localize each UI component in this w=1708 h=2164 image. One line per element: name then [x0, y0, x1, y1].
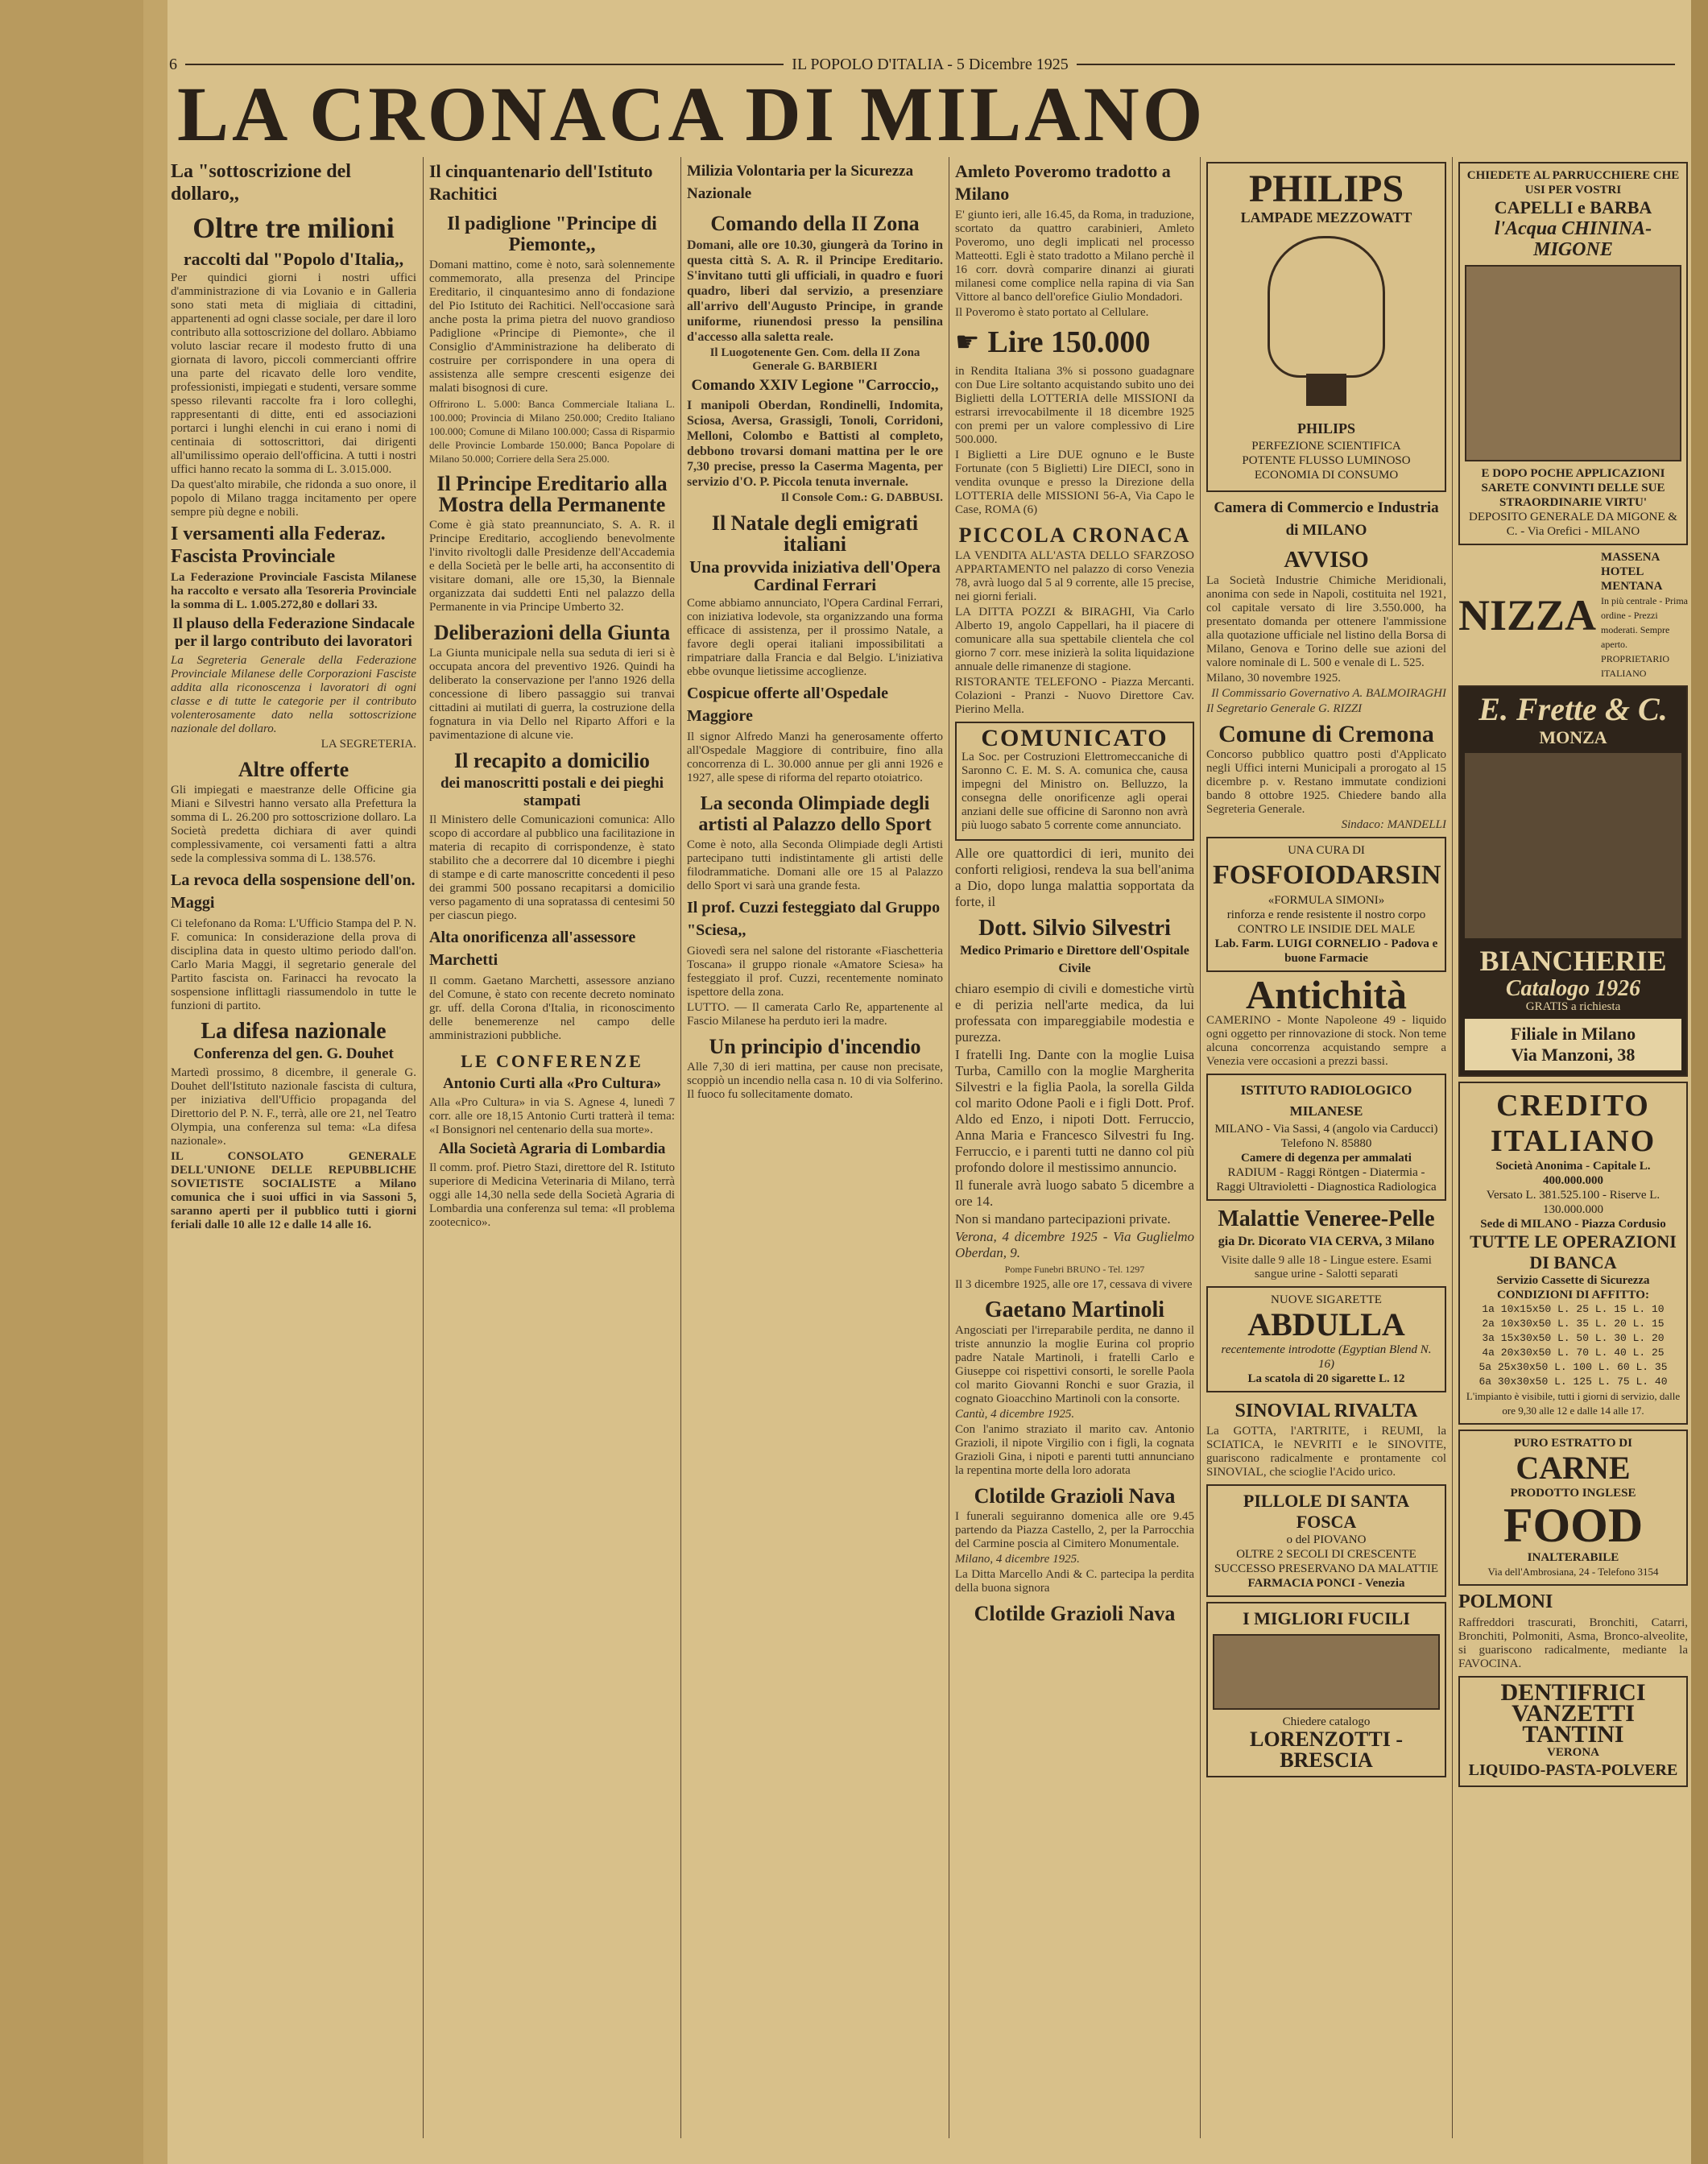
article-headline: Un principio d'incendio: [709, 1035, 921, 1058]
lottery-ad-body: in Rendita Italiana 3% si possono guadagnare con Due Lire soltanto acquistando subito uno dei Biglietti della LOTTERIA delle MISSIONI da estrarsi irrevocabilmente il 18 dicembre 1925 con premi per un valore complessivo di Lire 500.000.: [955, 365, 1194, 446]
sinovial-body: La GOTTA, l'ARTRITE, i REUMI, la SCIATICA, le NEVRITI e le SINOVITE, guariscono radicalmente e prontamente col SINOVIAL, che scioglie l'Acido urico.: [1206, 1425, 1446, 1479]
lightbulb-icon: [1268, 236, 1385, 378]
page-number: 6: [169, 55, 177, 73]
obituary-name: Dott. Silvio Silvestri: [978, 916, 1171, 941]
article-body: Martedì prossimo, 8 dicembre, il generale G. Douhet dell'Istituto nazionale fascista di cultura, per iniziativa dell'Ufficio propaganda del Direttorio del P. N. F., terrà, alle ore 21, nel Teatro Olympia, una conferenza sul tema: «La difesa nazionale».: [171, 1066, 416, 1148]
column-rule: [423, 157, 424, 2138]
article-headline: Il prof. Cuzzi festeggiato dal Gruppo "Sciesa,,: [687, 899, 941, 939]
philips-line: PERFEZIONE SCIENTIFICA: [1251, 440, 1401, 453]
philips-line: ECONOMIA DI CONSUMO: [1254, 469, 1399, 482]
lottery-ad-header: [955, 325, 1194, 360]
philips-ad: [1206, 162, 1446, 492]
carne-title: CARNE: [1516, 1450, 1631, 1486]
subheadline: raccolti dal "Popolo d'Italia,,: [183, 249, 404, 269]
article-body: RISTORANTE TELEFONO - Piazza Mercanti. Colazioni - Pranzi - Nuovo Direttore Cav. Pierino Mella.: [955, 676, 1194, 716]
obituary-body: chiaro esempio di civili e domestiche virtù e di perizia nell'arte medica, da lui professata con impareggiabile modestia e purezza.: [955, 981, 1194, 1045]
obituary-body: Con l'animo straziato il marito cav. Antonio Grazioli, il nipote Virgilio con i figli, la cognata Grazioli Gina, i nipoti e parenti tutti annunciano la repentina morte della loro adorata: [955, 1423, 1194, 1477]
folio-rule: [1077, 64, 1675, 65]
nizza-ad: [1458, 550, 1688, 681]
frette-illustration: [1465, 753, 1681, 938]
nizza-hotel: MASSENA HOTEL MENTANA: [1601, 551, 1663, 593]
fucili-brand: LORENZOTTI - BRESCIA: [1250, 1727, 1403, 1772]
obituary-role: Medico Primario e Direttore dell'Ospitale Civile: [960, 944, 1189, 975]
abdulla-sub: recentemente introdotte (Egyptian Blend N. 16): [1221, 1343, 1432, 1371]
cremona-signature: Sindaco: MANDELLI: [1341, 818, 1446, 831]
article-headline: Altre offerte: [238, 758, 349, 781]
article-headline: Il Principe Ereditario alla Mostra della Permanente: [436, 472, 668, 516]
polmoni-title: POLMONI: [1458, 1591, 1553, 1612]
column-1: [171, 157, 416, 2138]
fucili-title: I MIGLIORI FUCILI: [1243, 1608, 1410, 1628]
barber-illustration: [1465, 265, 1681, 461]
article-headline: Cospicue offerte all'Ospedale Maggiore: [687, 685, 888, 725]
article-body: LUTTO. — Il camerata Carlo Re, appartenente al Fascio Milanese ha perduto ieri la madre.: [687, 1001, 943, 1028]
obituary-place: Verona, 4 dicembre 1925 - Via Guglielmo Oberdan, 9.: [955, 1229, 1194, 1260]
obituary-place: Cantù, 4 dicembre 1925.: [955, 1408, 1075, 1421]
article-body: Il signor Alfredo Manzi ha generosamente offerto all'Ospedale Maggiore di contribuire, fino alla concorrenza di L. 30.000 annue per gli anni 1926 e 1927, alle spese di riforma del reparto otoiatrico.: [687, 730, 943, 784]
rifle-illustration: [1213, 1634, 1440, 1710]
avviso-signature: Il Segretario Generale G. RIZZI: [1206, 702, 1363, 715]
camera-commercio-title: Camera di Commercio e Industria di MILANO: [1214, 499, 1439, 539]
obituary-body: I fratelli Ing. Dante con la moglie Luisa Turba, Camillo con la moglie Margherita Silvestri e la figlia Paola, la sorella Gilda col marito Odone Paoli e i figli Dott. Prof. Aldo ed Enzo, i nipoti Dott. Ferruccio, Anna Maria e Francesco Silvestri fu Ing. Ferruccio, e i parenti tutti ne danno col più profondo dolore il mestissimo annuncio.: [955, 1047, 1194, 1175]
credito-row: 1a 10x15x50 L. 25 L. 15 L. 10: [1482, 1303, 1665, 1315]
column-rule: [680, 157, 681, 2138]
food-title: FOOD: [1503, 1499, 1644, 1552]
article-headline: Alta onorificenza all'assessore Marchetti: [429, 929, 636, 969]
frette-filiale-addr: Via Manzoni, 38: [1511, 1045, 1636, 1065]
istituto-ad: [1206, 1074, 1446, 1201]
article-body: Da quest'alto mirabile, che ridonda a suo onore, il popolo di Milano tragga incitamento per opere sempre più degne e nobili.: [171, 478, 416, 519]
article-headline: La revoca della sospensione dell'on. Maggi: [171, 871, 416, 912]
carne-pre: PURO ESTRATTO DI: [1514, 1437, 1632, 1450]
credito-tutte: TUTTE LE OPERAZIONI DI BANCA: [1470, 1231, 1677, 1272]
article-body: LA VENDITA ALL'ASTA DELLO SFARZOSO APPARTAMENTO nel palazzo di corso Venezia 78, avrà luogo dal 5 al 9 corrente, alle 15 precise, nei giorni feriali.: [955, 549, 1194, 603]
funeral-service: Pompe Funebri BRUNO - Tel. 1297: [1004, 1264, 1145, 1275]
folio-title: IL POPOLO D'ITALIA - 5 Dicembre 1925: [792, 55, 1069, 73]
credito-condizioni: CONDIZIONI DI AFFITTO:: [1497, 1289, 1649, 1301]
pillole-sub: o del PIOVANO: [1286, 1533, 1367, 1546]
page-edge: [143, 0, 167, 2164]
obituary-name: Gaetano Martinoli: [984, 1297, 1165, 1322]
column-5-ads: [1206, 157, 1446, 2138]
philips-line: POTENTE FLUSSO LUMINOSO: [1242, 454, 1411, 467]
article-body: La Federazione Provinciale Fascista Milanese ha raccolto e versato alla Tesoreria Provinciale la somma di L. 1.005.272,80 e dollari 33.: [171, 571, 416, 611]
article-body: Domani, alle ore 10.30, giungerà da Torino in questa città S. A. R. il Principe Ereditario. S'invitano tutti gli ufficiali, in quadro e fuori quadro, liberi dal servizio, a presenziare all'arrivo dell'Augusto Principe, in grande uniforme, riunendosi presso la pensilina d'accesso alla saletta reale.: [687, 238, 943, 344]
section-masthead: LA CRONACA DI MILANO: [177, 71, 1206, 157]
fosfoiodarsin-ad: [1206, 837, 1446, 972]
subheadline: Antonio Curti alla «Pro Cultura»: [443, 1075, 661, 1092]
obituary-name: Clotilde Grazioli Nava: [974, 1484, 1176, 1508]
fosfo-lab: Lab. Farm. LUIGI CORNELIO - Padova e buone Farmacie: [1214, 937, 1438, 965]
article-body: Il comm. prof. Pietro Stazi, direttore del R. Istituto superiore di Medicina Veterinaria di Milano, terrà oggi alle 14,30 nella sede della Società Agraria di Lombardia una conferenza sul tema: «Il problema zootecnico».: [429, 1161, 675, 1229]
article-headline: Comando XXIV Legione "Carroccio,,: [691, 377, 939, 394]
carne-sub: PRODOTTO INGLESE: [1510, 1487, 1636, 1500]
obituary-body: Il funerale avrà luogo sabato 5 dicembre a ore 14.: [955, 1177, 1194, 1209]
philips-title: PHILIPS: [1248, 168, 1404, 210]
fosfo-body: rinforza e rende resistente il nostro corpo CONTRO LE INSIDIE DEL MALE: [1226, 908, 1426, 936]
fosfo-pre: UNA CURA DI: [1288, 844, 1365, 857]
article-body: Come abbiamo annunciato, l'Opera Cardinal Ferrari, con iniziativa lodevole, sta organizzando una forma efficace di assistenza, per il prossimo Natale, a favore degli operai italiani impossibilitati a rimpatriare dalla Francia e dal Belgio. L'iniziativa ebbe ovunque lietissime accoglienze.: [687, 597, 943, 678]
notice-box: [955, 722, 1194, 841]
credito-title: CREDITO ITALIANO: [1490, 1089, 1656, 1158]
frette-catalog: Catalogo 1926: [1505, 976, 1641, 1001]
dent-city: VERONA: [1546, 1746, 1599, 1759]
article-headline: I versamenti alla Federaz. Fascista Provinciale: [171, 523, 386, 567]
article-body: Il Poveromo è stato portato al Cellulare.: [955, 306, 1149, 319]
article-body: I manipoli Oberdan, Rondinelli, Indomita, Sciosa, Aversa, Grassigli, Tonoli, Corridoni, Melloni, Colombo e Battisti al completo, debbono trovarsi domani mattina per le ore 7,30 precise, presso la Caserma Magenta, per servizio d'O. P. Piccola tenuta invernale.: [687, 399, 943, 489]
kicker: Il cinquantenario dell'Istituto Rachitici: [429, 161, 653, 204]
article-body: IL CONSOLATO GENERALE DELL'UNIONE DELLE REPUBBLICHE SOVIETISTE SOCIALISTE a Milano comunica che i suoi uffici in via Sassoni 5, saranno aperti per il pubblico tutti i giorni feriali dalle 10 alle 12 e dalle 14 alle 16.: [171, 1150, 416, 1231]
column-6-ads: [1458, 157, 1688, 2138]
subheadline: Una provvida iniziativa dell'Opera Cardinal Ferrari: [689, 557, 941, 594]
credito-cassette: Servizio Cassette di Sicurezza: [1496, 1274, 1650, 1287]
article-body: Offrirono L. 5.000: Banca Commerciale Italiana L. 100.000; Provincia di Milano 250.000; Credito Italiano 100.000; Comune di Milano 100.000; Cassa di Risparmio delle Provincie Lombarde 150.000; Banca Popolare di Milano 50.000; Corriere della Sera 25.000.: [429, 398, 675, 465]
section-headline: LE CONFERENZE: [461, 1051, 643, 1071]
column-3: [687, 157, 943, 2138]
credito-row: 5a 25x30x50 L. 100 L. 60 L. 35: [1478, 1361, 1668, 1373]
subheadline: Conferenza del gen. G. Douhet: [193, 1045, 394, 1062]
frette-gratis: GRATIS a richiesta: [1525, 1000, 1621, 1013]
signature: Il Luogotenente Gen. Com. della II Zona Generale G. BARBIERI: [709, 346, 920, 373]
column-4: [955, 157, 1194, 2138]
credito-row: 6a 30x30x50 L. 125 L. 75 L. 40: [1478, 1376, 1668, 1388]
article-body: Ci telefonano da Roma: L'Ufficio Stampa del P. N. F. comunica: In considerazione della prova di disciplina data in questo ultimo periodo dall'on. Carlo Maria Maggi, il segretario generale del Partito fascista on. Farinacci ha revocato la sospensione inflittagli riassumendolo in tutte le funzioni di partito.: [171, 917, 416, 1012]
pointing-hand-icon: ☛: [955, 328, 980, 358]
article-headline: Amleto Poveromo tradotto a Milano: [955, 161, 1171, 204]
headline: Oltre tre milioni: [192, 212, 395, 244]
subheadline: Alla Società Agraria di Lombardia: [438, 1140, 666, 1157]
lottery-ad-title: Lire 150.000: [987, 325, 1151, 359]
article-body: Come è già stato preannunciato, S. A. R. il Principe Ereditario, accogliendo benevolmente l'invito rivoltogli dalle Presidenze dell'Accademia e della Società per le belle arti, ha acconsentito di visitare domani, alle ore 15,30, la Biennale organizzata dai suddetti Enti nel palazzo della Permanente in via Principe Umberto 32.: [429, 519, 675, 614]
credito-line: Società Anonima - Capitale L. 400.000.000: [1495, 1160, 1651, 1187]
notice-body: La Soc. per Costruzioni Elettromeccaniche di Saronno C. E. M. S. A. comunica che, causa impegni del Ministro on. Belluzzo, la consegna delle onorificenze agli operai anziani delle sue officine di Saronno non avrà più luogo sabato 5 corrente come annunciato.: [962, 751, 1188, 832]
istituto-line: Camere di degenza per ammalati: [1241, 1152, 1412, 1165]
food-sub: INALTERABILE: [1527, 1551, 1619, 1564]
binding-shadow: [0, 0, 145, 2164]
food-ad: [1458, 1430, 1688, 1586]
sinovial-title: SINOVIAL RIVALTA: [1234, 1401, 1418, 1421]
abdulla-ad: [1206, 1286, 1446, 1392]
article-body: Come è noto, alla Seconda Olimpiade degli Artisti partecipano tutti indistintamente gli artisti delle filodrammatiche. Domani alle ore 15 al Palazzo dello Sport vi sarà una grande festa.: [687, 838, 943, 892]
avviso-body: La Società Industrie Chimiche Meridionali, anonima con sede in Napoli, costituita nel 1921, col capitale versato di lire 3.550.000, ha presentato domanda per ottenere l'ammissione alla quotazione ufficiale nel listino della Borsa di Milano, Genova e Torino delle sue azioni del valore nominale di L. 500 e venale di L. 525.: [1206, 574, 1446, 669]
article-headline: Il recapito a domicilio: [454, 749, 650, 772]
istituto-title: ISTITUTO RADIOLOGICO MILANESE: [1240, 1082, 1412, 1119]
obituary-body: Alle ore quattordici di ieri, munito dei conforti religiosi, rendeva la sua bell'anima a Dio, dopo lunga malattia sopportata da forte, il: [955, 846, 1194, 909]
dent-vanzetti: VANZETTI: [1512, 1700, 1635, 1727]
malattie-title: Malattie Veneree-Pelle: [1218, 1206, 1435, 1231]
fosfo-title: FOSFOIODARSIN: [1213, 860, 1441, 890]
avviso-date: Milano, 30 novembre 1925.: [1206, 672, 1342, 685]
abdulla-pre: NUOVE SIGARETTE: [1271, 1293, 1382, 1306]
food-addr: Via dell'Ambrosiana, 24 - Telefono 3154: [1487, 1566, 1659, 1578]
obituary-place: Milano, 4 dicembre 1925.: [955, 1553, 1080, 1566]
istituto-addr: MILANO - Via Sassi, 4 (angolo via Carducci) Telefono N. 85880: [1214, 1123, 1438, 1150]
headline: Comando della II Zona: [710, 212, 920, 235]
dentifrici-ad: [1458, 1676, 1688, 1787]
column-2: [429, 157, 675, 2138]
nizza-line: In più centrale - Prima ordine - Prezzi moderati. Sempre aperto. PROPRIETARIO ITALIANO: [1601, 595, 1688, 679]
article-body: Alle 7,30 di ieri mattina, per cause non precisate, scoppiò un incendio nella casa n. 10 di via Solferino. Il fuoco fu sollecitamente domato.: [687, 1061, 943, 1101]
credito-row: 3a 15x30x50 L. 50 L. 30 L. 20: [1482, 1332, 1665, 1344]
kicker: Milizia Volontaria per la Sicurezza Nazionale: [687, 163, 914, 202]
page-edge-right: [1691, 0, 1708, 2164]
fucili-catalog: Chiedere catalogo: [1282, 1715, 1371, 1728]
philips-bulb-label: PHILIPS: [1297, 420, 1356, 437]
obituary-body: Angosciati per l'irreparabile perdita, ne danno il triste annunzio la moglie Eurina col proprio padre Natale Martinoli, i fratelli Carlo e Giuseppe coi rispettivi consorti, le sorelle Paola col marito Giovanni Ronchi e suor Grazia, il cognato Gioacchino Martinoli con la consorte.: [955, 1324, 1194, 1405]
pillole-line: OLTRE 2 SECOLI DI CRESCENTE SUCCESSO PRESERVANO DA MALATTIE: [1214, 1548, 1439, 1575]
dent-title: DENTIFRICI: [1500, 1679, 1646, 1706]
chinina-migone-ad: [1458, 162, 1688, 545]
chinina-title: l'Acqua CHININA-MIGONE: [1494, 218, 1652, 260]
subheadline: dei manoscritti postali e dei pieghi stampati: [440, 775, 664, 809]
article-headline: Il Natale degli emigrati italiani: [711, 511, 919, 556]
column-rule: [1200, 157, 1201, 2138]
article-body: Il Ministero delle Comunicazioni comunica: Allo scopo di accordare al pubblico una facilitazione in materia di recapito di corrispondenze, è stato stabilito che a decorrere dal 10 dicembre i pieghi di stampe e di carte manoscritte concedenti il peso dei grammi 500 possano recapitarsi a domicilio verso pagamento di una sopratassa di centesimi 50 per ciascun piego.: [429, 813, 675, 922]
signature: LA SEGRETERIA.: [321, 738, 416, 751]
nizza-title: NIZZA: [1458, 591, 1597, 639]
capelli-line: DEPOSITO GENERALE DA MIGONE & C. - Via Orefici - MILANO: [1469, 511, 1677, 538]
article-body: LA DITTA POZZI & BIRAGHI, Via Carlo Alberto 19, angolo Cappellari, ha il piacere di comunicare alla sua spettabile clientela che col giorno 7 corr. mese inizierà la solita liquidazione annuale delle rimanenze di stagione.: [955, 606, 1194, 673]
obituary-body: La Ditta Marcello Andi & C. partecipa la perdita della buona signora: [955, 1568, 1194, 1595]
capelli-pre: CHIEDETE AL PARRUCCHIERE CHE USI PER VOSTRI: [1466, 169, 1680, 197]
frette-city: MONZA: [1539, 727, 1607, 747]
article-headline: La seconda Olimpiade degli artisti al Palazzo dello Sport: [698, 793, 932, 835]
fucili-ad: [1206, 1602, 1446, 1777]
article-body: Domani mattino, come è noto, sarà solennemente commemorato, alla presenza del Principe Ereditario, il cinquantesimo anno di fondazione del Pio Istituto dei Rachitici. Nell'occasione sarà anche posta la prima pietra del nuovo grandioso Padiglione «Principe di Piemonte», che il Consiglio d'Amministrazione ha deliberato di costruire per corrispondere in una opera di assistenza alle sempre crescenti esigenze dei malati bisognosi di cure.: [429, 259, 675, 395]
dent-types: LIQUIDO-PASTA-POLVERE: [1468, 1761, 1678, 1779]
cremona-title: Comune di Cremona: [1218, 721, 1434, 747]
obituary-body: Non si mandano partecipazioni private.: [955, 1211, 1171, 1227]
article-body: Per quindici giorni i nostri uffici d'amministrazione di via Lovanio e in Galleria sono stati meta di migliaia di cittadini, appartenenti ad ogni classe sociale, per dare il loro contributo alla sottoscrizione del dollaro. Abbiamo voluto lasciar recare il modesto frutto di una giornata di lavoro, piccoli commercianti offrire una parte del ricavato delle loro vendite, professionisti, impiegati e studenti, versare somme spesso rilevanti raccolte fra i loro colleghi, rappresentanti di ditte, enti ed associazioni portarci i lunghi elenchi in cui erano i nomi di centinaia di sottoscrittori, dai dirigenti all'umilissimo operaio dell'officina. A tutti i nostri uffici hanno recato la somma di L. 3.015.000.: [171, 271, 416, 476]
lottery-ad-body: I Biglietti a Lire DUE ognuno e le Buste Fortunate (con 5 Biglietti) Lire DIECI, sono in vendita ovunque e presso la Direzione della LOTTERIA delle MISSIONI 56-A, Via Capo le Case, ROMA (6): [955, 449, 1194, 516]
article-headline: Deliberazioni della Giunta: [433, 621, 671, 644]
credito-row: 4a 20x30x50 L. 70 L. 40 L. 25: [1482, 1347, 1665, 1359]
obituary-body: Il 3 dicembre 1925, alle ore 17, cessava di vivere: [955, 1278, 1193, 1291]
article-body: La Giunta municipale nella sua seduta di ieri si è occupata ancora del preventivo 1926. Quindi ha deliberato la conservazione per l'anno 1926 della concessione di libero passaggio sui tranvai cittadini ai mutilati di guerra, la costruzione della fognatura in via Dello nel Riparto Affori e la pavimentazione di alcune vie.: [429, 647, 675, 742]
credito-row: 2a 10x30x50 L. 35 L. 20 L. 15: [1482, 1318, 1665, 1330]
column-rule: [1452, 157, 1453, 2138]
philips-subtitle: LAMPADE MEZZOWATT: [1240, 209, 1412, 226]
article-body: Giovedì sera nel salone del ristorante «Fiaschetteria Toscana» il gruppo rionale «Amatore Sciesa» ha festeggiato il prof. Cuzzi, recentemente nominato ispettore della zona.: [687, 945, 943, 999]
credito-note: L'impianto è visibile, tutti i giorni di servizio, dalle ore 9,30 alle 12 e dalle 14 alle 17.: [1466, 1390, 1681, 1417]
pillole-ad: [1206, 1484, 1446, 1597]
abdulla-price: La scatola di 20 sigarette L. 12: [1247, 1372, 1405, 1385]
signature: Il Console Com.: G. DABBUSI.: [780, 491, 943, 504]
notice-title: COMUNICATO: [981, 725, 1168, 751]
credito-sede: Sede di MILANO - Piazza Cordusio: [1480, 1218, 1666, 1231]
cremona-body: Concorso pubblico quattro posti d'Applicato negli Uffici interni Municipali a prorogato al 15 dicembre p. v. Restano immutate condizioni bando 8 ottobre 1925. Chiedere bando alla Segreteria Generale.: [1206, 748, 1446, 816]
kicker: La "sottoscrizione del dollaro,,: [171, 161, 351, 205]
istituto-line: RADIUM - Raggi Röntgen - Diatermia - Raggi Ultravioletti - Diagnostica Radiologica: [1216, 1166, 1437, 1194]
capelli-line: E DOPO POCHE APPLICAZIONI SARETE CONVINTI DELLE SUE STRAORDINARIE VIRTU': [1481, 467, 1665, 509]
article-body: E' giunto ieri, alle 16.45, da Roma, in traduzione, scortato da quattro carabinieri, Amleto Poveromo, uno degli implicati nel processo Matteotti. Egli è stato tradotto a Milano perchè il 16 corr. dovrà comparire dinanzi ai giurati milanesi come complice nella rapina di via San Vittore al banco dell'orefice Giulio Mondadori.: [955, 209, 1194, 304]
dent-tantini: TANTINI: [1522, 1721, 1624, 1748]
headline: Il padiglione "Principe di Piemonte,,: [447, 213, 657, 255]
fosfo-formula: «FORMULA SIMONI»: [1268, 894, 1385, 907]
capelli-title: CAPELLI e BARBA: [1494, 197, 1652, 217]
pillole-title: PILLOLE DI SANTA FOSCA: [1243, 1491, 1410, 1532]
obituary-name: Clotilde Grazioli Nava: [974, 1602, 1176, 1625]
frette-biancherie: BIANCHERIE: [1479, 945, 1667, 977]
frette-filiale: [1465, 1019, 1681, 1070]
avviso-title: AVVISO: [1284, 548, 1369, 573]
credito-italiano-ad: [1458, 1082, 1688, 1425]
section-headline: PICCOLA CRONACA: [958, 523, 1191, 547]
pillole-line: FARMACIA PONCI - Venezia: [1247, 1577, 1405, 1590]
folio-rule: [185, 64, 784, 65]
article-body: Gli impiegati e maestranze delle Officine gia Miani e Silvestri hanno versato alla Prefettura la somma di L. 26.200 pro sottoscrizione dollaro. La Società predetta dichiara di aver quindi complessivamente, coi versamenti fatti a altra sede la complessiva somma di L. 138.576.: [171, 784, 416, 865]
obituary-body: I funerali seguiranno domenica alle ore 9.45 partendo da Piazza Castello, 2, per la Parrocchia del Carmine poscia al Cimitero Monumentale.: [955, 1510, 1194, 1550]
polmoni-body: Raffreddori trascurati, Bronchiti, Catarri, Bronchiti, Polmoniti, Asma, Bronco-alveolite, si guariscono radicalmente, mediante la FAVOCINA.: [1458, 1616, 1688, 1670]
credito-line: Versato L. 381.525.100 - Riserve L. 130.000.000: [1486, 1189, 1660, 1216]
article-body: Il comm. Gaetano Marchetti, assessore anziano del Comune, è stato con recente decreto nominato gr. uff. della Corona d'Italia, in riconoscimento delle benemerenze nel campo delle amministrazioni pubbliche.: [429, 974, 675, 1042]
abdulla-title: ABDULLA: [1247, 1306, 1405, 1343]
frette-title: E. Frette & C.: [1478, 691, 1668, 727]
malattie-line: Visite dalle 9 alle 18 - Lingue estere. Esami sangue urine - Salotti separati: [1221, 1254, 1432, 1281]
antichita-title: Antichità: [1246, 972, 1407, 1017]
article-body: La Segreteria Generale della Federazione Provinciale Milanese delle Corporazioni Fasciste addita alla riconoscenza i lavoratori di ogni classe e di tutte le categorie per il contributo volenterosamente dato nella sottoscrizione nazionale del dollaro.: [171, 654, 416, 735]
article-headline: Il plauso della Federazione Sindacale per il largo contributo dei lavoratori: [172, 615, 415, 650]
malattie-line: gia Dr. Dicorato VIA CERVA, 3 Milano: [1218, 1235, 1435, 1248]
folio-line: [169, 56, 1683, 72]
article-headline: La difesa nazionale: [201, 1019, 387, 1044]
frette-filiale-title: Filiale in Milano: [1510, 1024, 1636, 1044]
avviso-signature: Il Commissario Governativo A. BALMOIRAGHI: [1211, 687, 1446, 700]
antichita-body: CAMERINO - Monte Napoleone 49 - liquido ogni oggetto per rinnovazione di stock. Non teme alcuna concorrenza acquistando sempre a Venezia vere occasioni a prezzi bassi.: [1206, 1014, 1446, 1068]
frette-ad: [1458, 685, 1688, 1077]
article-body: Alla «Pro Cultura» in via S. Agnese 4, lunedì 7 corr. alle ore 18,15 Antonio Curti tratterà il tema: «I Bonsignori nel centenario della sua morte».: [429, 1096, 675, 1136]
